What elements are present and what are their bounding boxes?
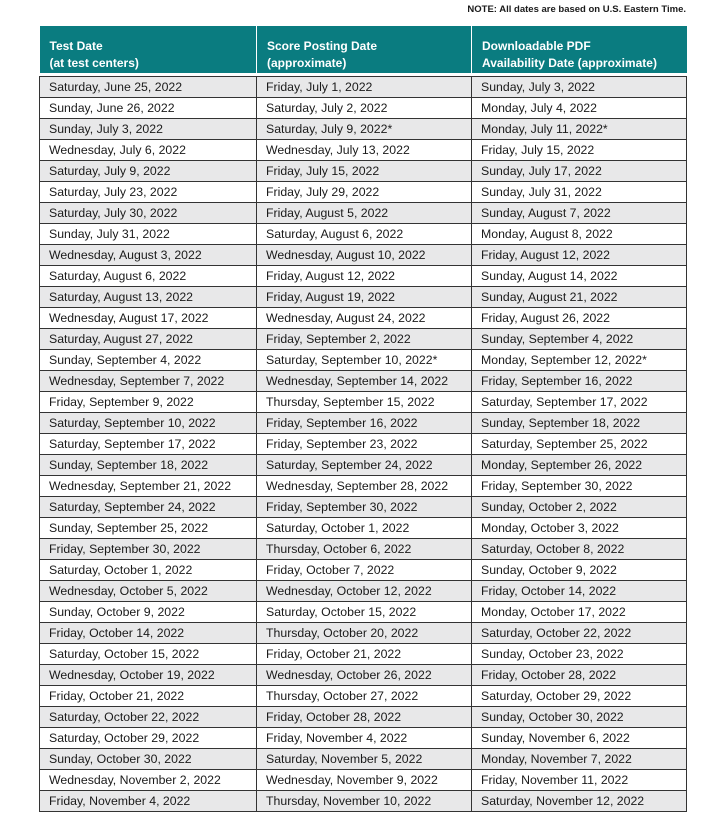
score-posting-date-cell: Thursday, November 10, 2022 <box>257 791 472 812</box>
test-date-cell: Sunday, September 4, 2022 <box>40 350 257 371</box>
table-row <box>40 266 687 287</box>
score-posting-date-cell: Friday, August 5, 2022 <box>257 203 472 224</box>
score-posting-date-cell: Saturday, September 24, 2022 <box>257 455 472 476</box>
table-row <box>40 644 687 665</box>
test-date-cell: Wednesday, August 17, 2022 <box>40 308 257 329</box>
test-date-cell: Sunday, October 9, 2022 <box>40 602 257 623</box>
test-date-cell: Sunday, October 30, 2022 <box>40 749 257 770</box>
score-posting-date-cell: Friday, July 15, 2022 <box>257 161 472 182</box>
test-date-cell: Saturday, July 23, 2022 <box>40 182 257 203</box>
score-posting-date-cell: Wednesday, November 9, 2022 <box>257 770 472 791</box>
table-row <box>40 77 687 98</box>
table-row <box>40 413 687 434</box>
table-row <box>40 707 687 728</box>
pdf-availability-date-cell: Saturday, September 17, 2022 <box>472 392 687 413</box>
score-posting-date-cell: Thursday, October 6, 2022 <box>257 539 472 560</box>
score-posting-date-cell: Thursday, October 27, 2022 <box>257 686 472 707</box>
header-line: Availability Date (approximate) <box>482 56 657 70</box>
table-row <box>40 476 687 497</box>
test-date-cell: Friday, September 9, 2022 <box>40 392 257 413</box>
pdf-availability-date-cell: Friday, August 26, 2022 <box>472 308 687 329</box>
table-row <box>40 224 687 245</box>
pdf-availability-date-cell: Sunday, September 4, 2022 <box>472 329 687 350</box>
score-posting-date-cell: Saturday, October 1, 2022 <box>257 518 472 539</box>
pdf-availability-date-cell: Monday, August 8, 2022 <box>472 224 687 245</box>
score-posting-date-cell: Saturday, September 10, 2022* <box>257 350 472 371</box>
test-date-cell: Saturday, August 6, 2022 <box>40 266 257 287</box>
score-posting-date-cell: Saturday, July 9, 2022* <box>257 119 472 140</box>
test-date-cell: Friday, November 4, 2022 <box>40 791 257 812</box>
pdf-availability-date-cell: Sunday, October 30, 2022 <box>472 707 687 728</box>
pdf-availability-date-cell: Monday, July 11, 2022* <box>472 119 687 140</box>
table-row <box>40 350 687 371</box>
header-line: (approximate) <box>267 56 347 70</box>
header-score-posting-date <box>257 26 472 73</box>
pdf-availability-date-cell: Sunday, August 14, 2022 <box>472 266 687 287</box>
table-row <box>40 749 687 770</box>
score-posting-date-cell: Friday, November 4, 2022 <box>257 728 472 749</box>
header-test-date <box>40 26 257 73</box>
pdf-availability-date-cell: Friday, September 30, 2022 <box>472 476 687 497</box>
table-row <box>40 434 687 455</box>
score-posting-date-cell: Wednesday, October 12, 2022 <box>257 581 472 602</box>
score-posting-date-cell: Thursday, October 20, 2022 <box>257 623 472 644</box>
pdf-availability-date-cell: Monday, September 26, 2022 <box>472 455 687 476</box>
table-row <box>40 770 687 791</box>
test-date-cell: Sunday, June 26, 2022 <box>40 98 257 119</box>
score-posting-date-cell: Saturday, November 5, 2022 <box>257 749 472 770</box>
score-posting-date-cell: Wednesday, September 28, 2022 <box>257 476 472 497</box>
table-row <box>40 791 687 812</box>
test-date-cell: Sunday, July 3, 2022 <box>40 119 257 140</box>
test-date-cell: Saturday, October 15, 2022 <box>40 644 257 665</box>
header-line: (at test centers) <box>49 56 139 70</box>
table-row <box>40 665 687 686</box>
pdf-availability-date-cell: Friday, November 11, 2022 <box>472 770 687 791</box>
table-row <box>40 728 687 749</box>
test-date-cell: Saturday, September 24, 2022 <box>40 497 257 518</box>
pdf-availability-date-cell: Monday, October 17, 2022 <box>472 602 687 623</box>
table-row <box>40 686 687 707</box>
test-date-cell: Saturday, August 27, 2022 <box>40 329 257 350</box>
pdf-availability-date-cell: Monday, October 3, 2022 <box>472 518 687 539</box>
pdf-availability-date-cell: Sunday, August 7, 2022 <box>472 203 687 224</box>
pdf-availability-date-cell: Saturday, November 12, 2022 <box>472 791 687 812</box>
pdf-availability-date-cell: Friday, October 14, 2022 <box>472 581 687 602</box>
score-posting-date-cell: Friday, July 29, 2022 <box>257 182 472 203</box>
test-date-cell: Wednesday, August 3, 2022 <box>40 245 257 266</box>
table-row <box>40 392 687 413</box>
table-row <box>40 182 687 203</box>
pdf-availability-date-cell: Saturday, September 25, 2022 <box>472 434 687 455</box>
pdf-availability-date-cell: Monday, November 7, 2022 <box>472 749 687 770</box>
pdf-availability-date-cell: Sunday, July 31, 2022 <box>472 182 687 203</box>
test-date-cell: Saturday, July 9, 2022 <box>40 161 257 182</box>
table-row <box>40 581 687 602</box>
table-header <box>40 26 687 77</box>
test-date-cell: Saturday, September 10, 2022 <box>40 413 257 434</box>
score-posting-date-cell: Saturday, August 6, 2022 <box>257 224 472 245</box>
pdf-availability-date-cell: Monday, July 4, 2022 <box>472 98 687 119</box>
score-posting-date-cell: Wednesday, September 14, 2022 <box>257 371 472 392</box>
test-date-cell: Sunday, September 25, 2022 <box>40 518 257 539</box>
test-date-cell: Wednesday, September 21, 2022 <box>40 476 257 497</box>
test-date-cell: Saturday, October 22, 2022 <box>40 707 257 728</box>
pdf-availability-date-cell: Saturday, October 8, 2022 <box>472 539 687 560</box>
test-date-cell: Wednesday, October 5, 2022 <box>40 581 257 602</box>
pdf-availability-date-cell: Sunday, September 18, 2022 <box>472 413 687 434</box>
test-date-cell: Saturday, June 25, 2022 <box>40 77 257 98</box>
test-date-cell: Friday, September 30, 2022 <box>40 539 257 560</box>
table-row <box>40 140 687 161</box>
score-posting-date-cell: Friday, July 1, 2022 <box>257 77 472 98</box>
pdf-availability-date-cell: Friday, September 16, 2022 <box>472 371 687 392</box>
table-row <box>40 371 687 392</box>
pdf-availability-date-cell: Saturday, October 22, 2022 <box>472 623 687 644</box>
header-line: Test Date <box>49 39 103 53</box>
score-posting-date-cell: Thursday, September 15, 2022 <box>257 392 472 413</box>
test-date-cell: Wednesday, October 19, 2022 <box>40 665 257 686</box>
pdf-availability-date-cell: Friday, July 15, 2022 <box>472 140 687 161</box>
table-row <box>40 497 687 518</box>
pdf-availability-date-cell: Monday, September 12, 2022* <box>472 350 687 371</box>
test-date-cell: Saturday, July 30, 2022 <box>40 203 257 224</box>
score-posting-date-cell: Saturday, July 2, 2022 <box>257 98 472 119</box>
score-posting-date-cell: Saturday, October 15, 2022 <box>257 602 472 623</box>
test-date-cell: Sunday, September 18, 2022 <box>40 455 257 476</box>
header-pdf-availability-date <box>472 26 687 73</box>
table-row <box>40 161 687 182</box>
score-posting-date-cell: Friday, September 2, 2022 <box>257 329 472 350</box>
pdf-availability-date-cell: Sunday, November 6, 2022 <box>472 728 687 749</box>
table-row <box>40 623 687 644</box>
table-row <box>40 539 687 560</box>
table-row <box>40 203 687 224</box>
score-posting-date-cell: Wednesday, August 24, 2022 <box>257 308 472 329</box>
header-line: Score Posting Date <box>267 39 378 53</box>
pdf-availability-date-cell: Sunday, October 2, 2022 <box>472 497 687 518</box>
score-posting-date-cell: Friday, October 28, 2022 <box>257 707 472 728</box>
score-posting-date-cell: Friday, August 19, 2022 <box>257 287 472 308</box>
test-date-cell: Saturday, October 29, 2022 <box>40 728 257 749</box>
test-date-cell: Wednesday, September 7, 2022 <box>40 371 257 392</box>
table-row <box>40 98 687 119</box>
test-date-cell: Saturday, October 1, 2022 <box>40 560 257 581</box>
score-posting-date-cell: Friday, September 30, 2022 <box>257 497 472 518</box>
table-row <box>40 119 687 140</box>
table-row <box>40 602 687 623</box>
score-posting-date-cell: Wednesday, October 26, 2022 <box>257 665 472 686</box>
test-dates-table <box>39 26 687 812</box>
pdf-availability-date-cell: Sunday, July 17, 2022 <box>472 161 687 182</box>
timezone-note: NOTE: All dates are based on U.S. Eastern Time. <box>467 4 686 15</box>
score-posting-date-cell: Friday, October 21, 2022 <box>257 644 472 665</box>
test-date-cell: Friday, October 21, 2022 <box>40 686 257 707</box>
table-row <box>40 287 687 308</box>
test-date-cell: Friday, October 14, 2022 <box>40 623 257 644</box>
table-row <box>40 560 687 581</box>
table-row <box>40 518 687 539</box>
score-posting-date-cell: Friday, October 7, 2022 <box>257 560 472 581</box>
pdf-availability-date-cell: Sunday, October 23, 2022 <box>472 644 687 665</box>
pdf-availability-date-cell: Friday, August 12, 2022 <box>472 245 687 266</box>
table-row <box>40 308 687 329</box>
table-row <box>40 245 687 266</box>
test-date-cell: Sunday, July 31, 2022 <box>40 224 257 245</box>
header-line: Downloadable PDF <box>482 39 591 53</box>
score-posting-date-cell: Wednesday, August 10, 2022 <box>257 245 472 266</box>
table-row <box>40 455 687 476</box>
table-body <box>40 77 687 812</box>
test-date-cell: Saturday, August 13, 2022 <box>40 287 257 308</box>
pdf-availability-date-cell: Saturday, October 29, 2022 <box>472 686 687 707</box>
test-date-cell: Wednesday, July 6, 2022 <box>40 140 257 161</box>
score-posting-date-cell: Friday, September 16, 2022 <box>257 413 472 434</box>
table-row <box>40 329 687 350</box>
test-date-cell: Wednesday, November 2, 2022 <box>40 770 257 791</box>
pdf-availability-date-cell: Sunday, August 21, 2022 <box>472 287 687 308</box>
score-posting-date-cell: Friday, September 23, 2022 <box>257 434 472 455</box>
score-posting-date-cell: Friday, August 12, 2022 <box>257 266 472 287</box>
pdf-availability-date-cell: Sunday, July 3, 2022 <box>472 77 687 98</box>
pdf-availability-date-cell: Friday, October 28, 2022 <box>472 665 687 686</box>
score-posting-date-cell: Wednesday, July 13, 2022 <box>257 140 472 161</box>
test-date-cell: Saturday, September 17, 2022 <box>40 434 257 455</box>
pdf-availability-date-cell: Sunday, October 9, 2022 <box>472 560 687 581</box>
